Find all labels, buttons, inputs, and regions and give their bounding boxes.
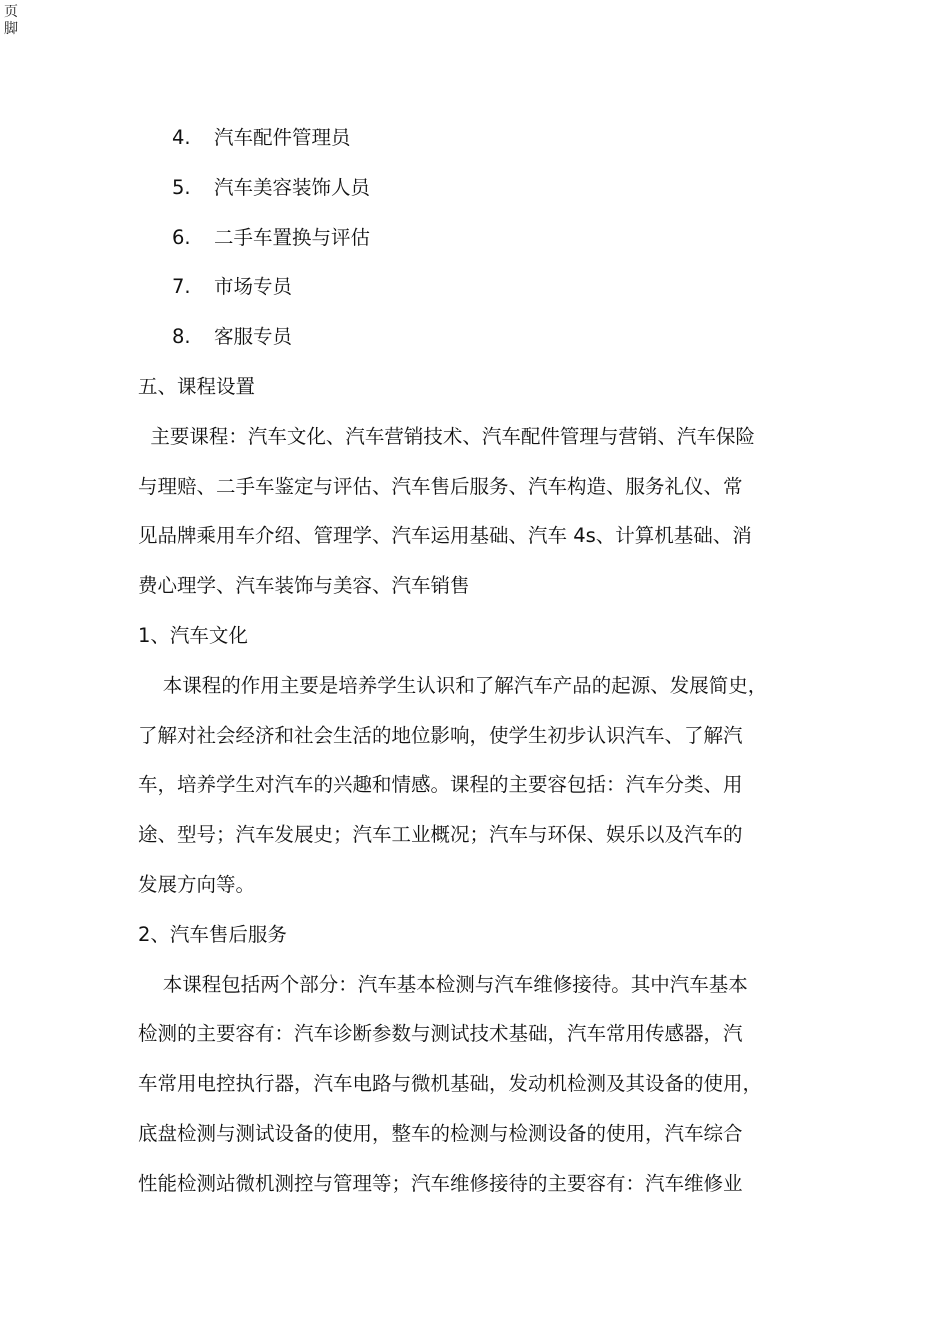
paragraph-line: 主要课程：汽车文化、汽车营销技术、汽车配件管理与营销、汽车保险	[138, 424, 755, 448]
paragraph-line: 检测的主要容有：汽车诊断参数与测试技术基础，汽车常用传感器，汽	[138, 1022, 743, 1046]
list-item-text: 二手车置换与评估	[214, 225, 371, 249]
document-body	[138, 113, 828, 1209]
paragraph-line: 本课程的作用主要是培养学生认识和了解汽车产品的起源、发展简史，	[138, 673, 768, 697]
course-heading-automotive-culture: 1、汽车文化	[138, 623, 248, 647]
list-item-number: 5.	[172, 175, 191, 199]
paragraph-line: 见品牌乘用车介绍、管理学、汽车运用基础、汽车 4s、计算机基础、消	[138, 524, 752, 548]
section-heading-course-setup: 五、课程设置	[138, 374, 256, 398]
list-item-number: 7.	[172, 275, 191, 299]
list-item-number: 4.	[172, 126, 191, 149]
list-item-text: 汽车美容装饰人员	[214, 175, 371, 199]
paragraph-line: 途、型号；汽车发展史；汽车工业概况；汽车与环保、娱乐以及汽车的	[138, 823, 743, 847]
list-item	[138, 163, 828, 213]
course-heading-after-sales-service: 2、汽车售后服务	[138, 922, 287, 946]
page-header-char-1: 页	[4, 4, 18, 20]
paragraph-line: 与理赔、二手车鉴定与评估、汽车售后服务、汽车构造、服务礼仪、常	[138, 474, 743, 498]
paragraph-line: 了解对社会经济和社会生活的地位影响，使学生初步认识汽车、了解汽	[138, 723, 743, 747]
page-header-label	[4, 4, 20, 38]
list-item-number: 8.	[172, 325, 191, 349]
list-item-text: 汽车配件管理员	[214, 126, 351, 149]
page-header-char-2: 脚	[4, 21, 18, 37]
paragraph-line: 车，培养学生对汽车的兴趣和情感。课程的主要容包括：汽车分类、用	[138, 773, 743, 797]
paragraph-line: 底盘检测与测试设备的使用，整车的检测与检测设备的使用，汽车综合	[138, 1121, 743, 1145]
list-item	[138, 213, 828, 263]
list-item	[138, 312, 828, 362]
paragraph-line: 性能检测站微机测控与管理等；汽车维修接待的主要容有：汽车维修业	[138, 1171, 743, 1195]
main-courses-paragraph	[138, 412, 828, 611]
paragraph-line: 本课程包括两个部分：汽车基本检测与汽车维修接待。其中汽车基本	[138, 972, 748, 996]
list-item-number: 6.	[172, 225, 191, 249]
list-item	[138, 262, 828, 312]
paragraph-line: 发展方向等。	[138, 872, 256, 896]
paragraph-line: 车常用电控执行器，汽车电路与微机基础，发动机检测及其设备的使用，	[138, 1072, 763, 1096]
after-sales-service-paragraph	[138, 960, 828, 1209]
automotive-culture-paragraph	[138, 661, 828, 910]
list-item	[138, 113, 828, 163]
list-item-text: 市场专员	[214, 275, 293, 299]
list-item-text: 客服专员	[214, 325, 293, 349]
paragraph-line: 费心理学、汽车装饰与美容、汽车销售	[138, 574, 470, 598]
